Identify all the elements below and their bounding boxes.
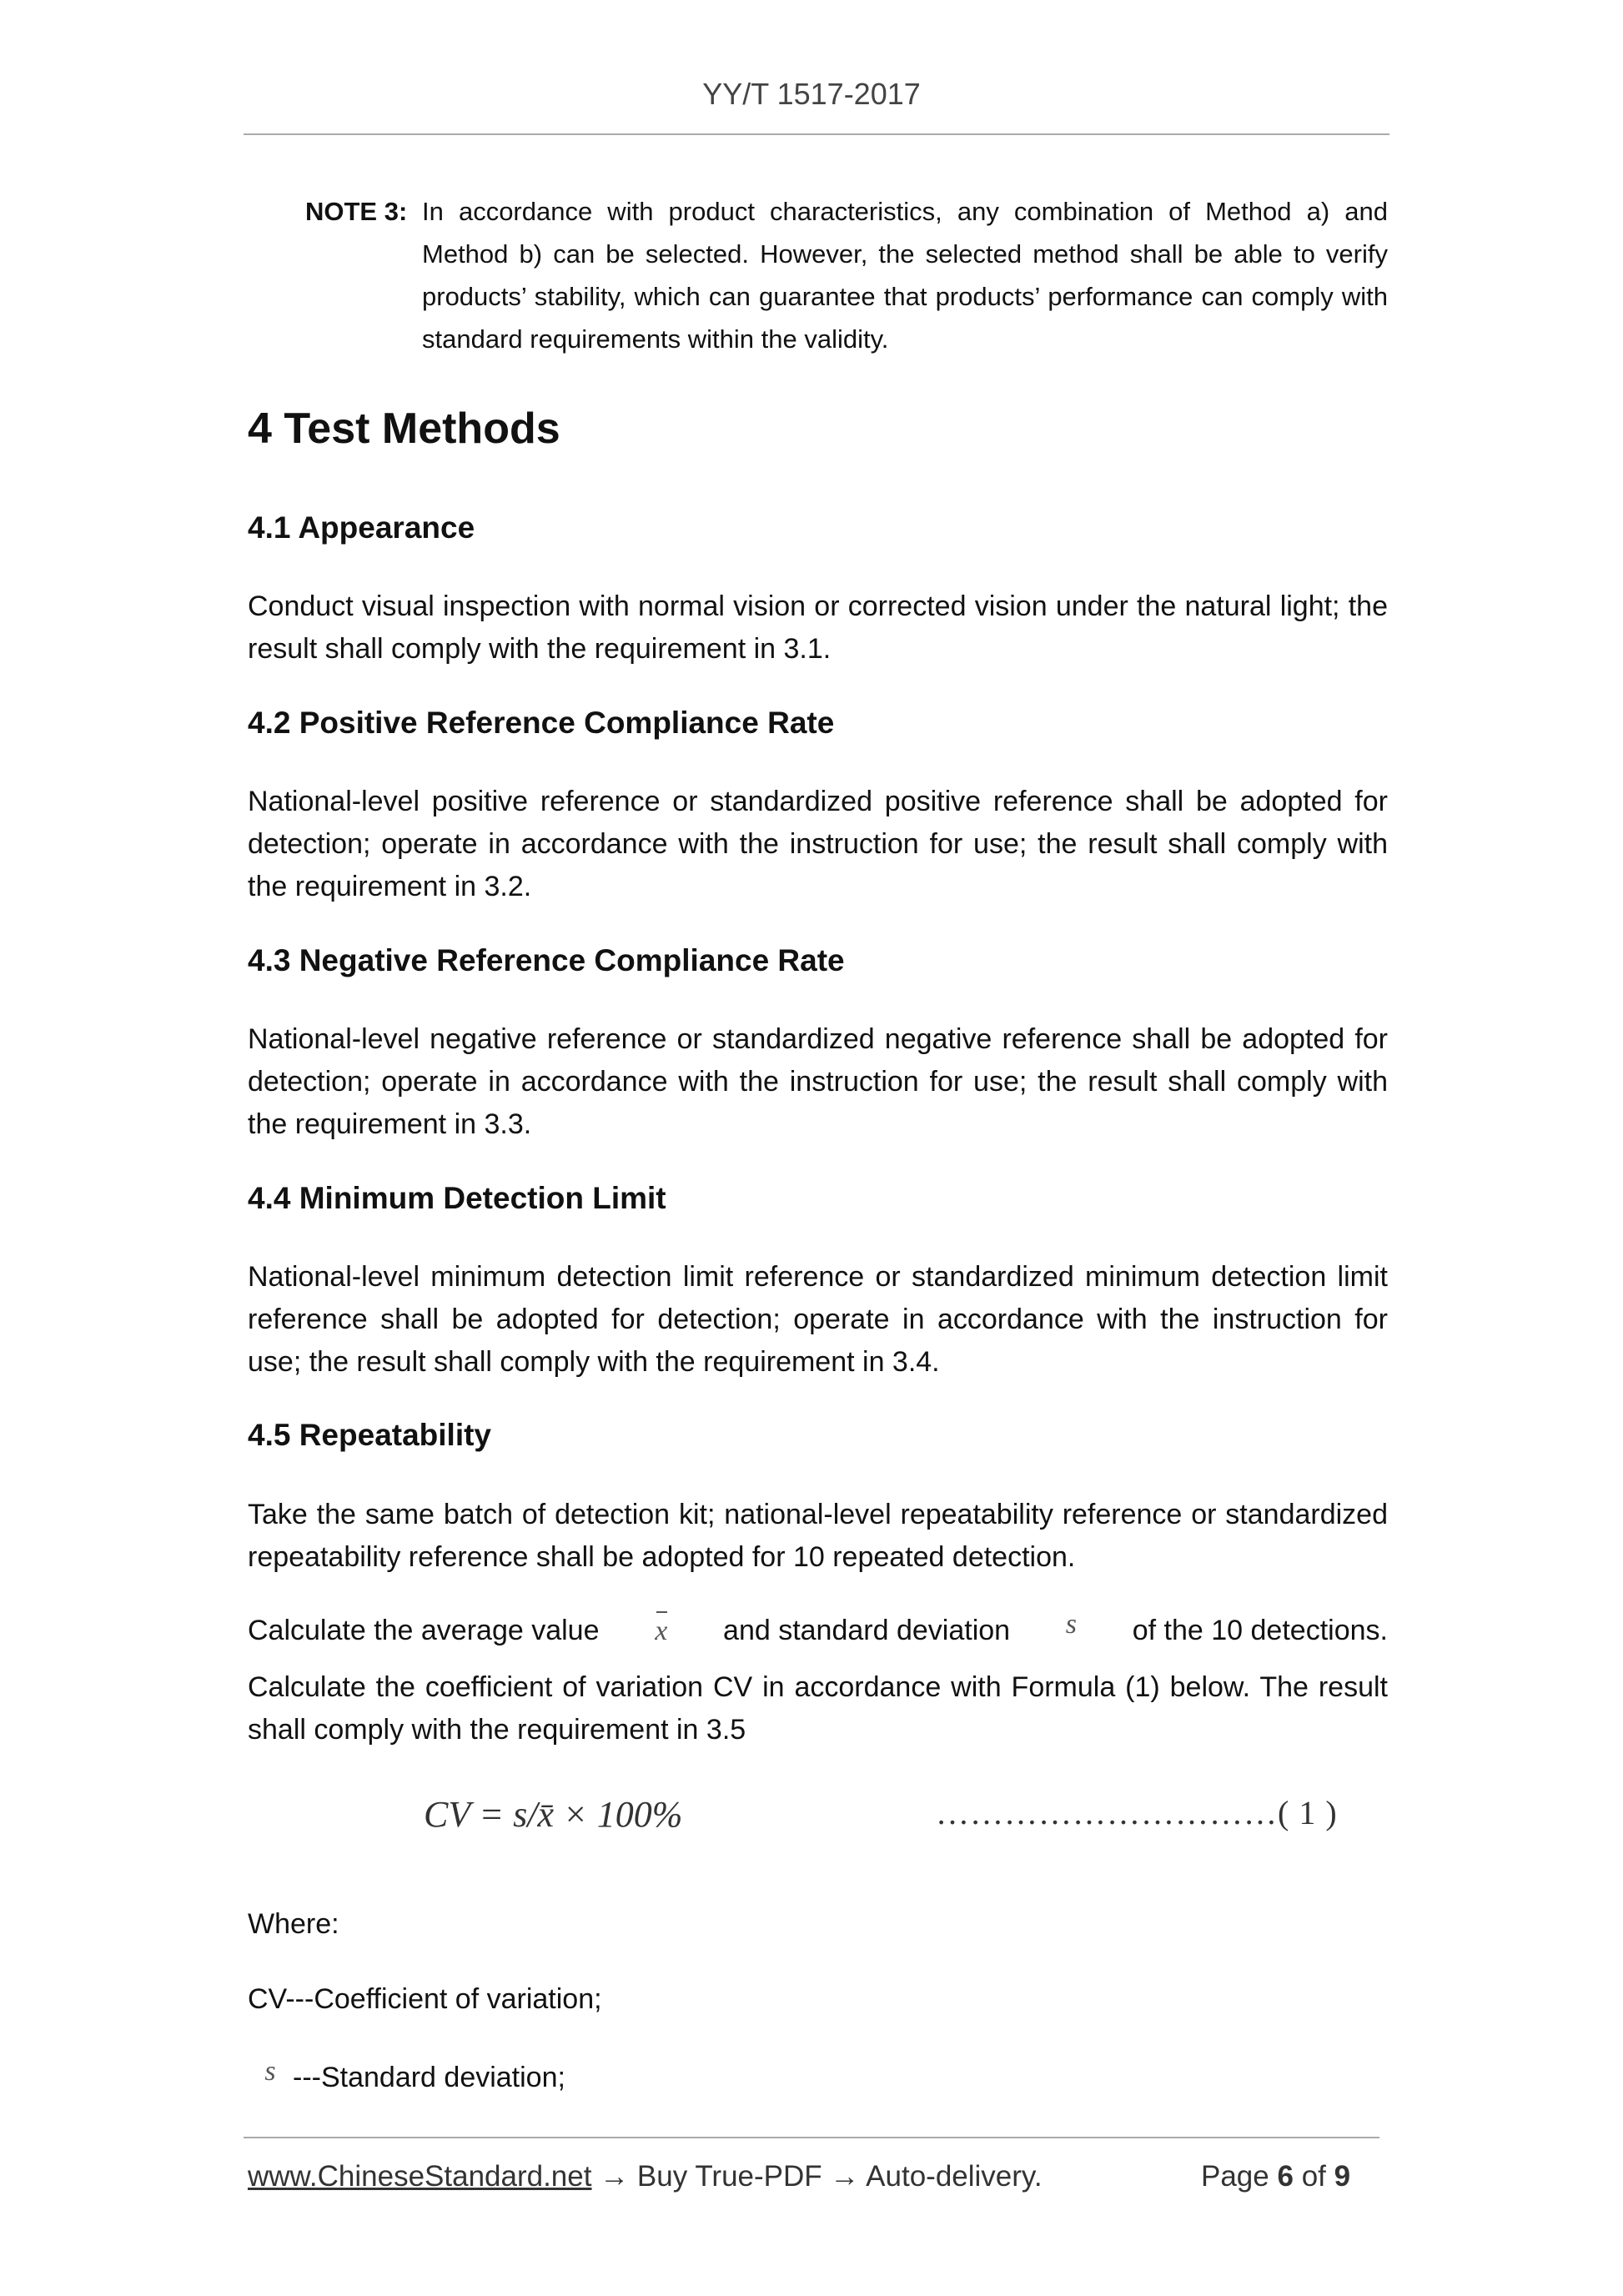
- of-word: of: [1301, 2160, 1326, 2193]
- footer-divider: [244, 2137, 1379, 2138]
- document-code-header: YY/T 1517-2017: [702, 77, 921, 111]
- footer-promo: [248, 2160, 1043, 2193]
- s-symbol: s: [1065, 1609, 1078, 1640]
- section-4-heading: 4 Test Methods: [248, 404, 560, 453]
- note-3: [305, 190, 1388, 360]
- footer-tagline: → Buy True-PDF → Auto-delivery.: [600, 2160, 1043, 2193]
- section-4-5-calc-line: [248, 1610, 1388, 1652]
- formula-number: …………………………( 1 ): [936, 1794, 1338, 1831]
- section-4-2-body: National-level positive reference or standardized positive reference shall be adopted for detection; operate in accordance with the instruction for use; the result shall comply with the requirement in 3.2.: [248, 786, 1388, 902]
- section-4-3-body: National-level negative reference or standardized negative reference shall be adopted for detection; operate in accordance with the instruction for use; the result shall comply with the requirement in 3.3.: [248, 1023, 1388, 1140]
- section-4-3-heading: 4.3 Negative Reference Compliance Rate: [248, 943, 845, 977]
- note-text: In accordance with product characteristics, any combination of Method a) and Method b) can be selected. However, the selected method shall be able to verify products’ stability, which can guarantee that products’ performance can comply with standard requirements within the validity.: [422, 197, 1388, 354]
- total-pages: 9: [1334, 2160, 1351, 2193]
- calc-text-2: and standard deviation: [723, 1615, 1011, 1646]
- section-4-1-body: Conduct visual inspection with normal vision or corrected vision under the natural light; the result shall comply with the requirement in 3.1.: [248, 590, 1388, 665]
- section-4-4-body: National-level minimum detection limit reference or standardized minimum detection limit reference shall be adopted for detection; operate in accordance with the instruction for use; the result shall comply with the requirement in 3.4.: [248, 1261, 1388, 1378]
- page-word: Page: [1201, 2160, 1269, 2193]
- section-4-1-heading: 4.1 Appearance: [248, 510, 475, 545]
- calc-text-1: Calculate the average value: [248, 1615, 600, 1646]
- current-page: 6: [1277, 2160, 1294, 2193]
- definition-s-text: ---Standard deviation;: [293, 2062, 565, 2093]
- definition-s: [248, 2057, 1388, 2099]
- calc-text-3: of the 10 detections.: [1132, 1615, 1388, 1646]
- where-label: Where:: [248, 1908, 339, 1940]
- website-link[interactable]: www.ChineseStandard.net: [248, 2160, 592, 2193]
- section-4-5-body-1: Take the same batch of detection kit; national-level repeatability reference or standardized repeatability reference shall be adopted for 10 repeated detection.: [248, 1499, 1388, 1573]
- section-4-5-heading: 4.5 Repeatability: [248, 1418, 492, 1452]
- page-indicator: [1201, 2160, 1350, 2193]
- definition-cv: CV---Coefficient of variation;: [248, 1983, 602, 2015]
- formula-cv: CV = s/x̄ × 100%: [424, 1794, 683, 1835]
- header-divider: [244, 133, 1389, 135]
- section-4-4-heading: 4.4 Minimum Detection Limit: [248, 1181, 666, 1215]
- xbar-symbol: x: [655, 1610, 667, 1652]
- definition-s-symbol: s: [264, 2056, 276, 2087]
- section-4-2-heading: 4.2 Positive Reference Compliance Rate: [248, 706, 835, 740]
- note-label: NOTE 3:: [305, 197, 408, 226]
- section-4-5-body-3: Calculate the coefficient of variation CV in accordance with Formula (1) below. The result shall comply with the requirement in 3.5: [248, 1671, 1388, 1746]
